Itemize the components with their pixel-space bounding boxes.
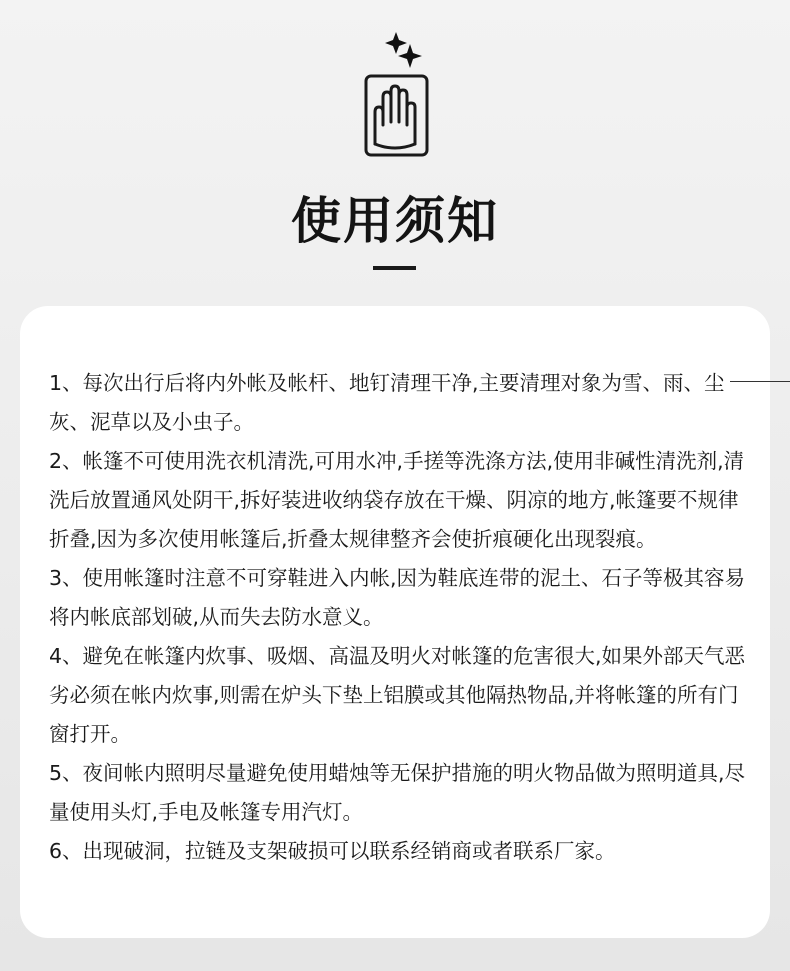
note-item-6: 6、出现破洞，拉链及支架破损可以联系经销商或者联系厂家。 bbox=[49, 839, 616, 863]
note-item-5: 5、夜间帐内照明尽量避免使用蜡烛等无保护措施的明火物品做为照明道具,尽量使用头灯,手电及帐篷专用汽灯。 bbox=[49, 761, 746, 824]
note-item-2: 2、帐篷不可使用洗衣机清洗,可用水冲,手搓等洗涤方法,使用非碱性清洗剂,清洗后放置通风处阴干,拆好装进收纳袋存放在干燥、阴凉的地方,帐篷要不规律折叠,因为多次使用帐篷后,折叠太规律整齐会使折痕硬化出现裂痕。 bbox=[49, 449, 745, 551]
note-item-4: 4、避免在帐篷内炊事、吸烟、高温及明火对帐篷的危害很大,如果外部天气恶劣必须在帐内炊事,则需在炉头下垫上铝膜或其他隔热物品,并将帐篷的所有门窗打开。 bbox=[49, 644, 746, 746]
note-item-1: 1、每次出行后将内外帐及帐杆、地钉清理干净,主要清理对象为雪、雨、尘灰、泥草以及小虫子。 bbox=[49, 371, 725, 434]
notes-list bbox=[49, 364, 751, 871]
glove-sparkle-icon bbox=[355, 28, 435, 160]
title-underline bbox=[373, 266, 416, 270]
page-title: 使用须知 bbox=[291, 192, 499, 250]
note-item-3: 3、使用帐篷时注意不可穿鞋进入内帐,因为鞋底连带的泥土、石子等极其容易将内帐底部划破,从而失去防水意义。 bbox=[49, 566, 746, 629]
